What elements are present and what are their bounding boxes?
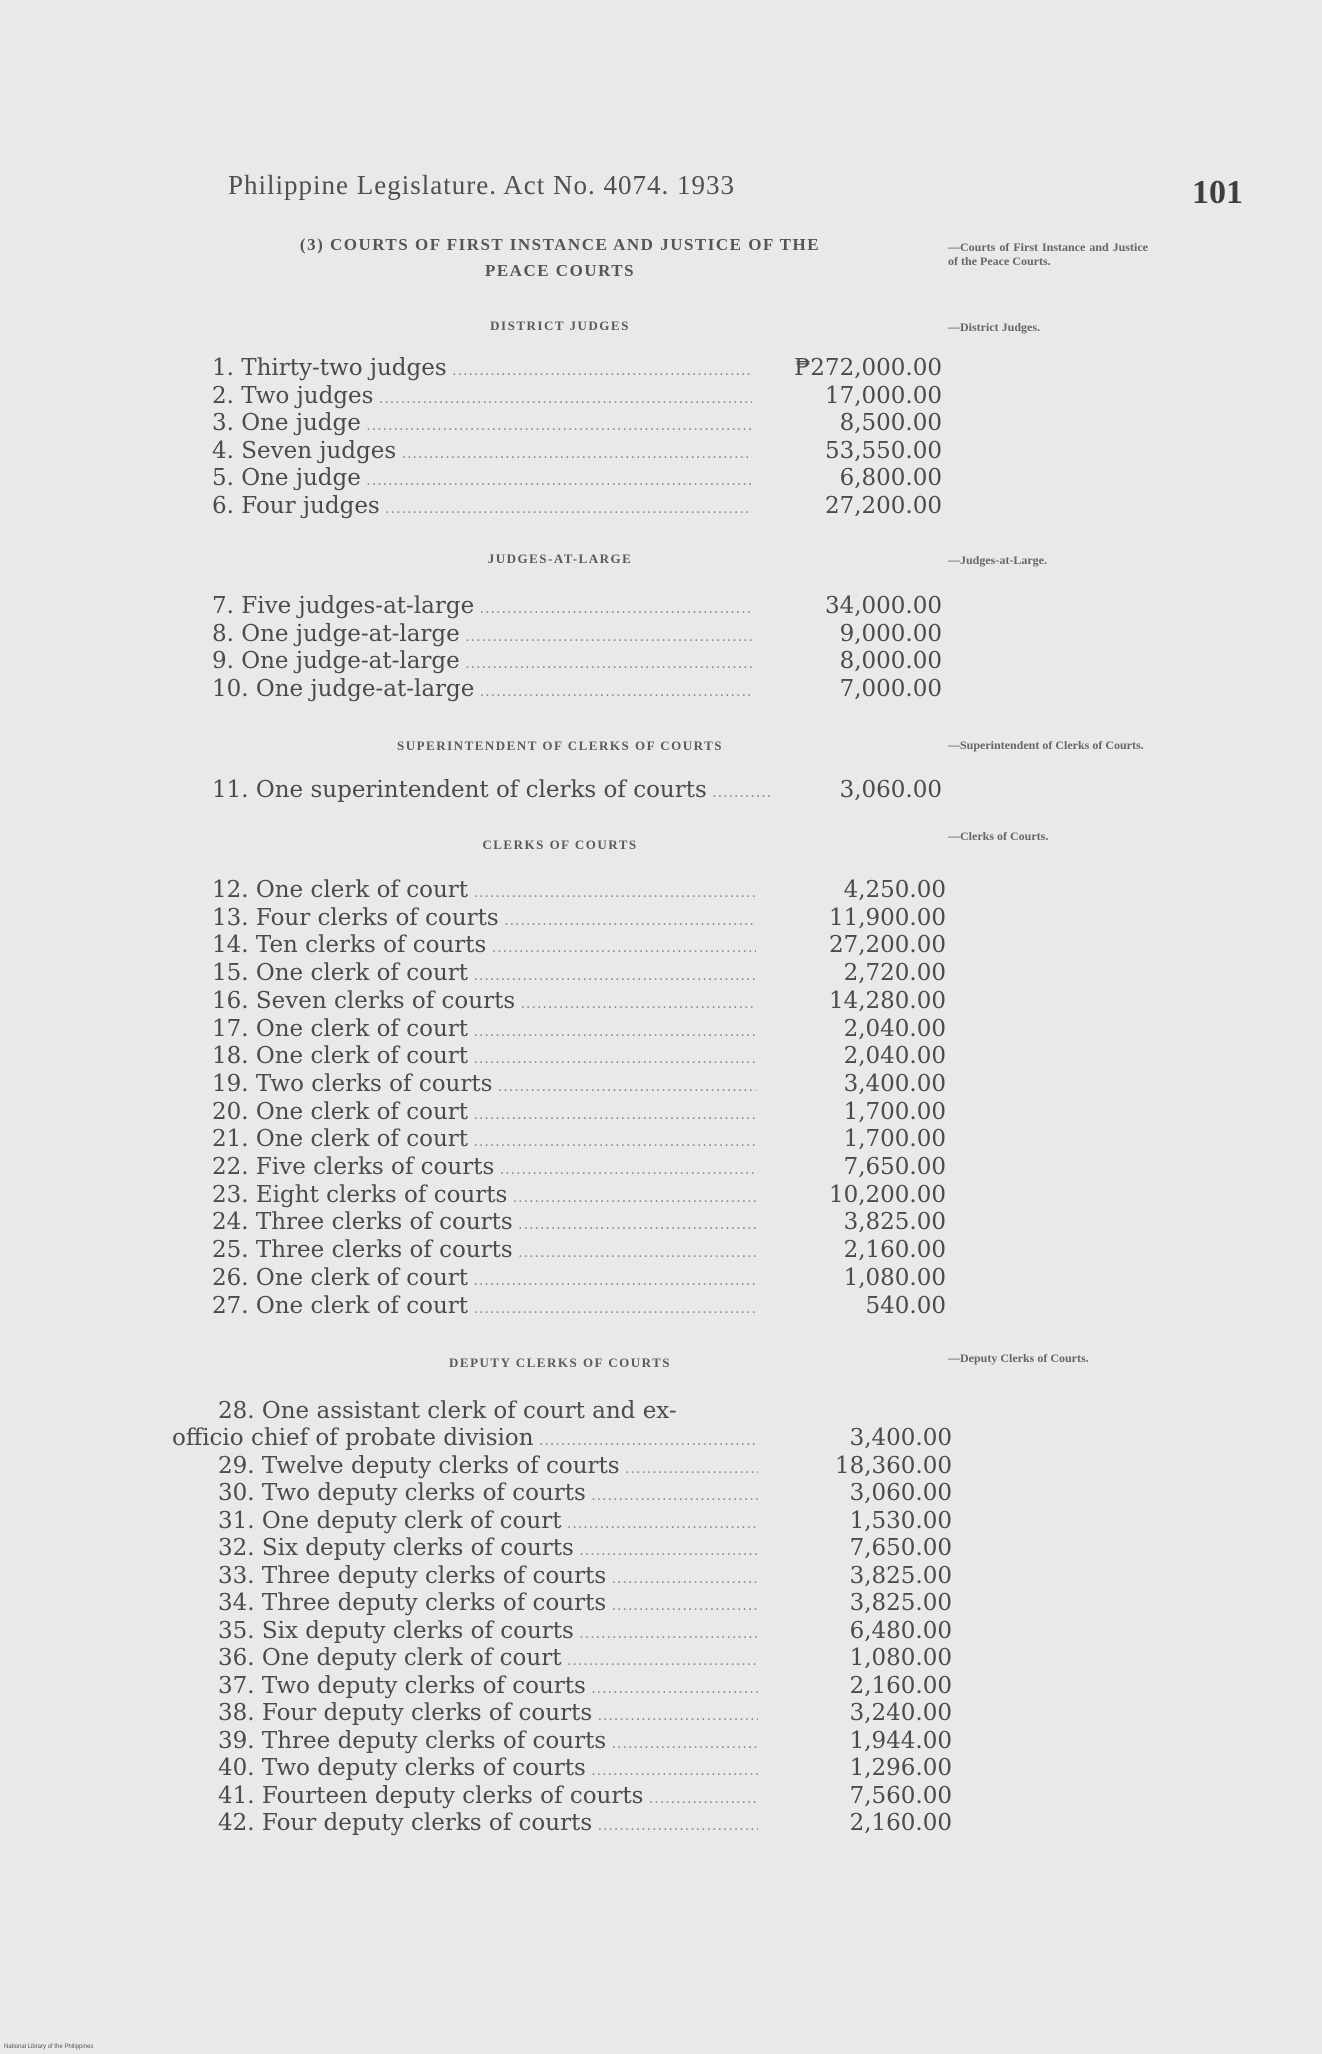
line-item [0, 592, 1000, 620]
line-item-label: 3. One judge ..... [212, 409, 752, 440]
line-item-label: 19. Two clerks of courts ..... [212, 1070, 756, 1101]
line-item-label: 29. Twelve deputy clerks of courts ..... [218, 1452, 758, 1483]
line-item-label: 30. Two deputy clerks of courts ..... [218, 1479, 758, 1510]
line-item-label: 4. Seven judges ..... [212, 437, 752, 468]
line-item-label: 40. Two deputy clerks of courts ..... [218, 1754, 758, 1785]
subhead-superintendent: SUPERINTENDENT OF CLERKS OF COURTS [397, 738, 723, 753]
line-item-amount: 3,825.00 [849, 1562, 952, 1589]
line-item-amount: 2,160.00 [849, 1672, 952, 1699]
line-item [0, 1754, 1000, 1782]
line-item-label: 10. One judge-at-large ..... [212, 675, 752, 706]
line-item-label: 23. Eight clerks of courts ..... [212, 1181, 756, 1212]
line-item-label: 18. One clerk of court ..... [212, 1042, 756, 1073]
line-item-label: 15. One clerk of court ..... [212, 959, 756, 990]
line-item-label: 42. Four deputy clerks of courts ..... [218, 1809, 758, 1840]
line-item-label: 22. Five clerks of courts ..... [212, 1153, 756, 1184]
line-item-amount: 18,360.00 [834, 1452, 952, 1479]
line-item [0, 647, 1000, 675]
line-item [0, 1292, 1000, 1320]
line-item-label: 32. Six deputy clerks of courts ..... [218, 1534, 758, 1565]
margin-note-district-judges: —District Judges. [948, 320, 1040, 334]
line-item-label: 17. One clerk of court ..... [212, 1015, 756, 1046]
line-item-amount: 3,060.00 [839, 777, 942, 803]
line-item-amount: 1,700.00 [843, 1098, 946, 1125]
line-item-label: 34. Three deputy clerks of courts ..... [218, 1589, 758, 1620]
line-item-label: 21. One clerk of court ..... [212, 1125, 756, 1156]
line-item-label: 39. Three deputy clerks of courts ..... [218, 1727, 758, 1758]
scan-footer: National Library of the Philippines [4, 2044, 94, 2050]
line-item-amount: 3,240.00 [849, 1700, 952, 1726]
line-item-amount: 11,900.00 [828, 904, 946, 931]
line-item-amount: 4,250.00 [843, 877, 946, 903]
line-item-label: 35. Six deputy clerks of courts ..... [218, 1617, 758, 1648]
subhead-deputy-clerks: DEPUTY CLERKS OF COURTS [449, 1355, 671, 1370]
line-item-label: 7. Five judges-at-large ..... [212, 592, 752, 623]
line-item [0, 1534, 1000, 1562]
line-item [0, 1699, 1000, 1727]
line-item-label: officio chief of probate division ..... [172, 1424, 758, 1455]
line-item [0, 675, 1000, 703]
line-item-amount: 7,650.00 [849, 1535, 952, 1561]
line-item-label: 25. Three clerks of courts ..... [212, 1236, 756, 1267]
margin-note-clerks: —Clerks of Courts. [948, 829, 1049, 843]
line-item [0, 904, 1000, 932]
line-item [0, 1125, 1000, 1153]
line-item [0, 464, 1000, 492]
line-item [0, 354, 1000, 382]
line-item-amount: 3,060.00 [849, 1480, 952, 1506]
line-item [0, 959, 1000, 987]
line-item-amount: 7,560.00 [849, 1782, 952, 1809]
line-item-amount: 9,000.00 [839, 620, 942, 647]
line-item-label: 14. Ten clerks of courts ..... [212, 931, 756, 962]
page-number: 101 [1192, 174, 1243, 211]
line-item [0, 492, 1000, 520]
line-item [0, 1727, 1000, 1755]
line-item [0, 437, 1000, 465]
line-item [0, 620, 1000, 648]
line-item [0, 1264, 1000, 1292]
line-item-amount: 2,160.00 [843, 1237, 946, 1264]
subhead-judges-at-large: JUDGES-AT-LARGE [487, 551, 633, 566]
line-item-label: 8. One judge-at-large ..... [212, 620, 752, 651]
line-item-label: 26. One clerk of court ..... [212, 1264, 756, 1295]
line-item-amount: 1,080.00 [843, 1264, 946, 1291]
running-head: Philippine Legislature. Act No. 4074. 1933 [228, 170, 735, 200]
line-item [0, 409, 1000, 437]
line-item-label: 31. One deputy clerk of court ..... [218, 1507, 758, 1538]
line-item-amount: 34,000.00 [824, 593, 942, 619]
line-item-label: 20. One clerk of court ..... [212, 1098, 756, 1129]
line-item [0, 382, 1000, 410]
line-item-amount: 2,040.00 [843, 1043, 946, 1070]
line-item-amount: 2,720.00 [843, 960, 946, 987]
line-item [0, 1617, 1000, 1645]
line-item [0, 876, 1000, 904]
line-item-amount: 14,280.00 [828, 987, 946, 1014]
line-item-label: 6. Four judges ..... [212, 492, 752, 523]
line-item-amount: 1,080.00 [849, 1645, 952, 1671]
line-item [0, 1809, 1000, 1837]
line-item-label: 37. Two deputy clerks of courts ..... [218, 1672, 758, 1703]
line-item-label: 33. Three deputy clerks of courts ..... [218, 1562, 758, 1593]
line-item [0, 1479, 1000, 1507]
margin-note-superintendent: —Superintendent of Clerks of Courts. [948, 738, 1144, 752]
line-item [0, 1424, 1000, 1452]
line-item [0, 1098, 1000, 1126]
line-item [0, 1672, 1000, 1700]
line-item-amount: 27,200.00 [828, 932, 946, 959]
line-item-amount: 1,700.00 [843, 1126, 946, 1153]
line-item-label: 5. One judge ..... [212, 464, 752, 495]
subhead-district-judges: DISTRICT JUDGES [490, 318, 630, 333]
line-item [0, 1153, 1000, 1181]
line-item-amount: 6,800.00 [839, 465, 942, 492]
line-item-amount: 2,040.00 [843, 1015, 946, 1042]
margin-note-deputy-clerks: —Deputy Clerks of Courts. [948, 1351, 1089, 1365]
line-item-amount: 10,200.00 [828, 1181, 946, 1208]
line-item [0, 1042, 1000, 1070]
line-item [0, 1452, 1000, 1480]
line-item [0, 987, 1000, 1015]
line-item-amount: 8,500.00 [839, 410, 942, 437]
line-item-amount: 7,000.00 [839, 675, 942, 702]
line-item [0, 1015, 1000, 1043]
line-item [0, 776, 1000, 804]
section-title-line-1: (3) COURTS OF FIRST INSTANCE AND JUSTICE OF THE [299, 235, 821, 254]
line-item-amount: 53,550.00 [824, 437, 942, 464]
line-item [0, 931, 1000, 959]
line-item-amount: 3,825.00 [843, 1209, 946, 1236]
line-item [0, 1562, 1000, 1590]
line-item [0, 1644, 1000, 1672]
line-item-amount: 17,000.00 [824, 382, 942, 409]
line-item-amount: 540.00 [865, 1292, 946, 1319]
line-item-label: 36. One deputy clerk of court ..... [218, 1644, 758, 1675]
line-item-amount: 3,400.00 [849, 1425, 952, 1451]
margin-note-courts: —Courts of First Instance and Justice of the Peace Courts. [948, 240, 1148, 268]
section-title [200, 232, 920, 284]
line-item-amount: 2,160.00 [849, 1810, 952, 1836]
line-item-amount: 1,944.00 [849, 1727, 952, 1754]
line-item-label: 41. Fourteen deputy clerks of courts ..... [218, 1782, 758, 1813]
line-item-amount: 7,650.00 [843, 1154, 946, 1180]
line-item-amount: 1,530.00 [849, 1507, 952, 1534]
line-item-label: 1. Thirty-two judges ..... [212, 354, 752, 385]
line-item-label: 13. Four clerks of courts ..... [212, 904, 756, 935]
line-item-label: 12. One clerk of court ..... [212, 876, 756, 907]
line-item-label: 16. Seven clerks of courts ..... [212, 987, 756, 1018]
line-item-label: 2. Two judges ..... [212, 382, 752, 413]
line-item [0, 1236, 1000, 1264]
subhead-clerks: CLERKS OF COURTS [482, 837, 638, 852]
line-item [0, 1589, 1000, 1617]
line-item [0, 1208, 1000, 1236]
item-28-first-line: 28. One assistant clerk of court and ex- [218, 1398, 677, 1424]
line-item-amount: 3,400.00 [843, 1070, 946, 1097]
line-item [0, 1507, 1000, 1535]
line-item-amount: 1,296.00 [849, 1755, 952, 1781]
line-item-amount: 27,200.00 [824, 493, 942, 519]
margin-note-judges-at-large: —Judges-at-Large. [948, 553, 1047, 567]
line-item-label: 27. One clerk of court ..... [212, 1292, 756, 1323]
line-item-label: 24. Three clerks of courts ..... [212, 1208, 756, 1239]
section-title-line-2: PEACE COURTS [484, 261, 636, 280]
line-item-amount: 6,480.00 [849, 1617, 952, 1644]
line-item-label: 9. One judge-at-large ..... [212, 647, 752, 678]
line-item-amount: 3,825.00 [849, 1590, 952, 1616]
line-item [0, 1181, 1000, 1209]
line-item-amount: 8,000.00 [839, 648, 942, 675]
line-item [0, 1070, 1000, 1098]
line-item-label: 38. Four deputy clerks of courts ..... [218, 1699, 758, 1730]
line-item-amount: ₱272,000.00 [794, 355, 942, 381]
line-item [0, 1782, 1000, 1810]
line-item-label: 11. One superintendent of clerks of courts ..... [212, 776, 772, 807]
